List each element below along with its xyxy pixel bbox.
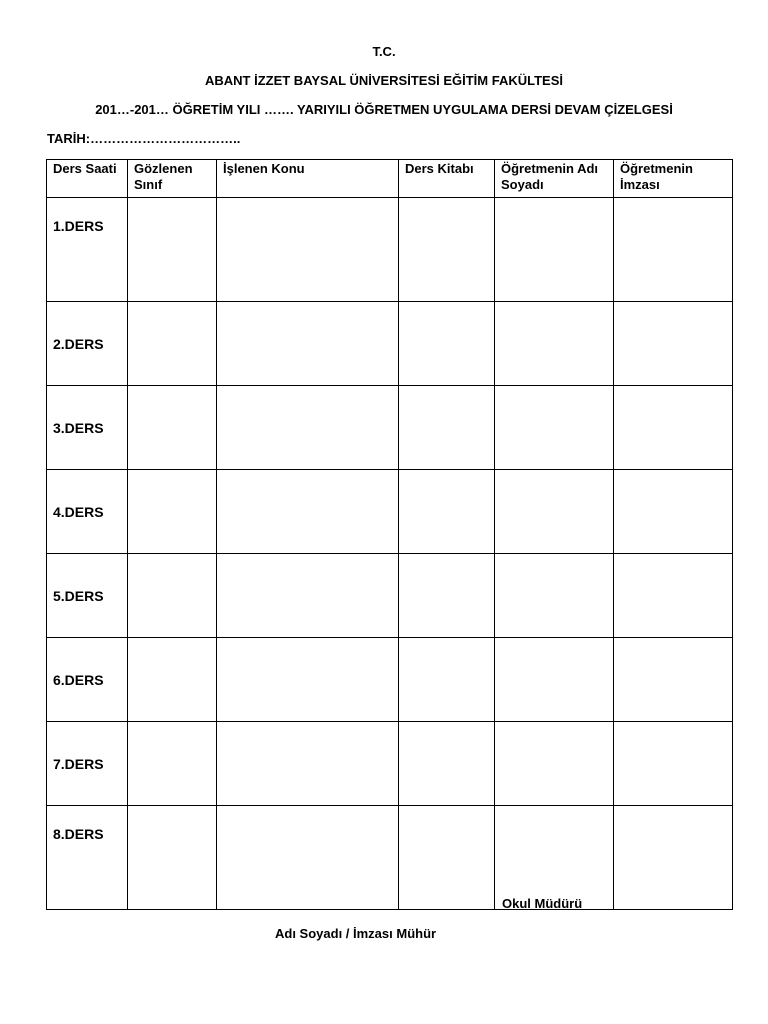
header-form-title: 201…-201… ÖĞRETİM YILI ……. YARIYILI ÖĞRETMEN UYGULAMA DERSİ DEVAM ÇİZELGESİ	[95, 102, 673, 117]
ogretmen-imzasi-cell[interactable]	[614, 806, 733, 910]
ogretmen-imzasi-cell[interactable]	[614, 554, 733, 638]
ders-kitabi-cell[interactable]	[399, 198, 495, 302]
islenen-konu-cell[interactable]	[217, 470, 399, 554]
table-row	[47, 470, 733, 554]
column-header-ders-saati: Ders Saati	[47, 160, 128, 198]
gozlenen-sinif-cell[interactable]	[128, 386, 217, 470]
gozlenen-sinif-cell[interactable]	[128, 198, 217, 302]
lesson-label: 6.DERS	[47, 638, 128, 722]
date-label: TARİH:……………………………..	[47, 131, 241, 146]
gozlenen-sinif-cell[interactable]	[128, 302, 217, 386]
ders-kitabi-cell[interactable]	[399, 554, 495, 638]
ogretmen-adi-cell[interactable]	[495, 198, 614, 302]
ogretmen-imzasi-cell[interactable]	[614, 722, 733, 806]
header-university: ABANT İZZET BAYSAL ÜNİVERSİTESİ EĞİTİM FAKÜLTESİ	[204, 73, 563, 88]
ders-kitabi-cell[interactable]	[399, 722, 495, 806]
ogretmen-adi-cell[interactable]	[495, 554, 614, 638]
column-header-ders-kitabi: Ders Kitabı	[399, 160, 495, 198]
gozlenen-sinif-cell[interactable]	[128, 638, 217, 722]
gozlenen-sinif-cell[interactable]	[128, 722, 217, 806]
lesson-label: 5.DERS	[47, 554, 128, 638]
table-row	[47, 638, 733, 722]
table-body	[47, 198, 733, 910]
ogretmen-adi-cell[interactable]	[495, 302, 614, 386]
lesson-label: 4.DERS	[47, 470, 128, 554]
gozlenen-sinif-cell[interactable]	[128, 470, 217, 554]
table-row	[47, 198, 733, 302]
ogretmen-imzasi-cell[interactable]	[614, 198, 733, 302]
ders-kitabi-cell[interactable]	[399, 302, 495, 386]
gozlenen-sinif-cell[interactable]	[128, 554, 217, 638]
islenen-konu-cell[interactable]	[217, 554, 399, 638]
table-header-row	[47, 160, 733, 198]
table-row	[47, 806, 733, 910]
ogretmen-imzasi-cell[interactable]	[614, 638, 733, 722]
footer-principal-title: Okul Müdürü	[502, 896, 583, 911]
ders-kitabi-cell[interactable]	[399, 470, 495, 554]
lesson-label: 8.DERS	[47, 806, 128, 910]
ogretmen-adi-cell[interactable]	[495, 386, 614, 470]
islenen-konu-cell[interactable]	[217, 638, 399, 722]
header-tc: T.C.	[372, 44, 396, 59]
ogretmen-adi-cell[interactable]	[495, 638, 614, 722]
table-row	[47, 722, 733, 806]
ogretmen-imzasi-cell[interactable]	[614, 386, 733, 470]
ders-kitabi-cell[interactable]	[399, 638, 495, 722]
islenen-konu-cell[interactable]	[217, 722, 399, 806]
column-header-ogretmen-imzasi: Öğretmenin İmzası	[614, 160, 733, 198]
attendance-table	[46, 159, 733, 910]
footer-signature-line: Adı Soyadı / İmzası Mühür	[275, 926, 437, 941]
ders-kitabi-cell[interactable]	[399, 386, 495, 470]
islenen-konu-cell[interactable]	[217, 386, 399, 470]
column-header-ogretmen-adi: Öğretmenin Adı Soyadı	[495, 160, 614, 198]
lesson-label: 1.DERS	[47, 198, 128, 302]
ders-kitabi-cell[interactable]	[399, 806, 495, 910]
islenen-konu-cell[interactable]	[217, 302, 399, 386]
ogretmen-adi-cell[interactable]	[495, 722, 614, 806]
ogretmen-adi-cell[interactable]	[495, 806, 614, 910]
ogretmen-imzasi-cell[interactable]	[614, 470, 733, 554]
gozlenen-sinif-cell[interactable]	[128, 806, 217, 910]
lesson-label: 2.DERS	[47, 302, 128, 386]
table-row	[47, 386, 733, 470]
lesson-label: 3.DERS	[47, 386, 128, 470]
table-row	[47, 554, 733, 638]
column-header-islenen-konu: İşlenen Konu	[217, 160, 399, 198]
islenen-konu-cell[interactable]	[217, 806, 399, 910]
ogretmen-imzasi-cell[interactable]	[614, 302, 733, 386]
column-header-gozlenen-sinif: Gözlenen Sınıf	[128, 160, 217, 198]
table-row	[47, 302, 733, 386]
lesson-label: 7.DERS	[47, 722, 128, 806]
islenen-konu-cell[interactable]	[217, 198, 399, 302]
ogretmen-adi-cell[interactable]	[495, 470, 614, 554]
